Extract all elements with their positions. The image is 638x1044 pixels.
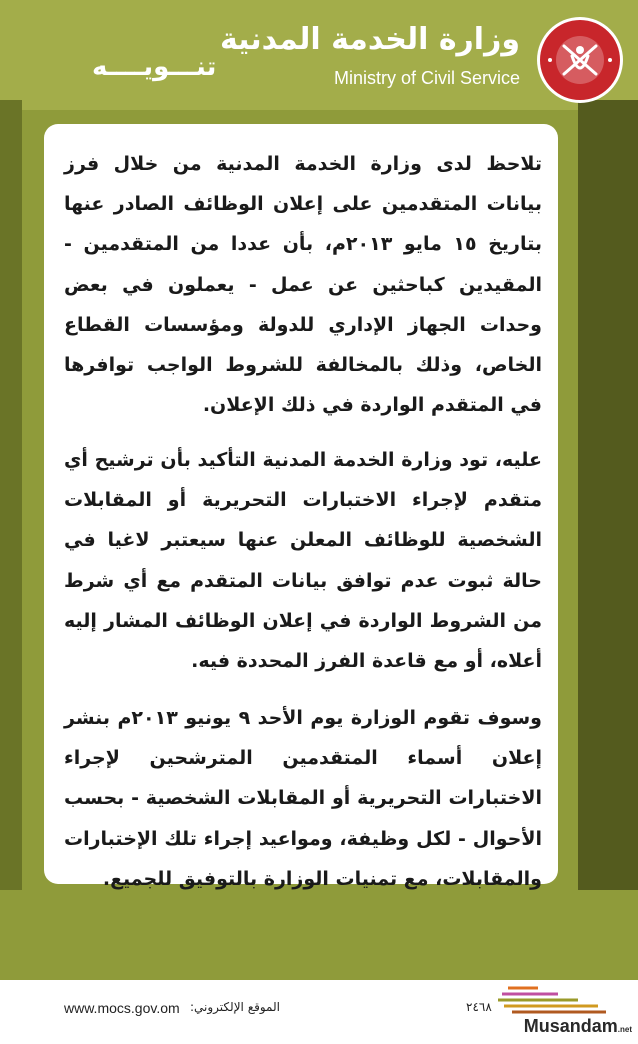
reference-number: ٢٤٦٨	[466, 1000, 492, 1014]
header	[0, 0, 638, 110]
watermark: Musandam.net	[523, 1016, 632, 1036]
left-decor-band	[0, 100, 22, 890]
notice-paragraph-2: عليه، تود وزارة الخدمة المدنية التأكيد بأن ترشيح أي متقدم لإجراء الاختبارات التحريرية أو المقابلات الشخصية للوظائف المعلن عنها سيعتبر لاغيا في حالة ثبوت عدم توافق بيانات المتقدم مع أي شرط من الشروط الواردة في إعلان الوظائف المشار إليه أعلاه، أو مع قاعدة الفرز المحددة فيه.	[64, 449, 542, 673]
notice-paragraph-1: تلاحظ لدى وزارة الخدمة المدنية من خلال فرز بيانات المتقدمين على إعلان الوظائف الصادر عنها بتاريخ ١٥ مايو ٢٠١٣م، بأن عددا من المتقدمين - المقيدين كباحثين عن عمل - يعملون في بعض وحدات الجهاز الإداري للدولة ومؤسسات القطاع الخاص، وذلك بالمخالفة للشروط الواجب توافرها في المتقدم الواردة في ذلك الإعلان.	[64, 153, 542, 417]
notice-title: تنـــويــــه	[92, 52, 217, 82]
watermark-bars-icon	[498, 984, 608, 1018]
ministry-name-english: Ministry of Civil Service	[333, 68, 520, 88]
right-decor-band	[578, 100, 638, 890]
website-label: الموقع الإلكتروني:	[190, 1000, 280, 1014]
website-link[interactable]: www.mocs.gov.om	[64, 1000, 180, 1016]
ministry-emblem-icon	[536, 16, 624, 104]
ministry-name-arabic: وزارة الخدمة المدنية	[219, 22, 520, 57]
notice-card	[44, 124, 558, 890]
notice-paragraph-3: وسوف تقوم الوزارة يوم الأحد ٩ يونيو ٢٠١٣م بنشر إعلان أسماء المتقدمين المترشحين لإجراء الاختبارات التحريرية أو المقابلات الشخصية - بحسب الأحوال - لكل وظيفة، ومواعيد إجراء تلك الإختبارات والمقابلات، مع تمنيات الوزارة بالتوفيق للجميع.	[64, 707, 542, 890]
